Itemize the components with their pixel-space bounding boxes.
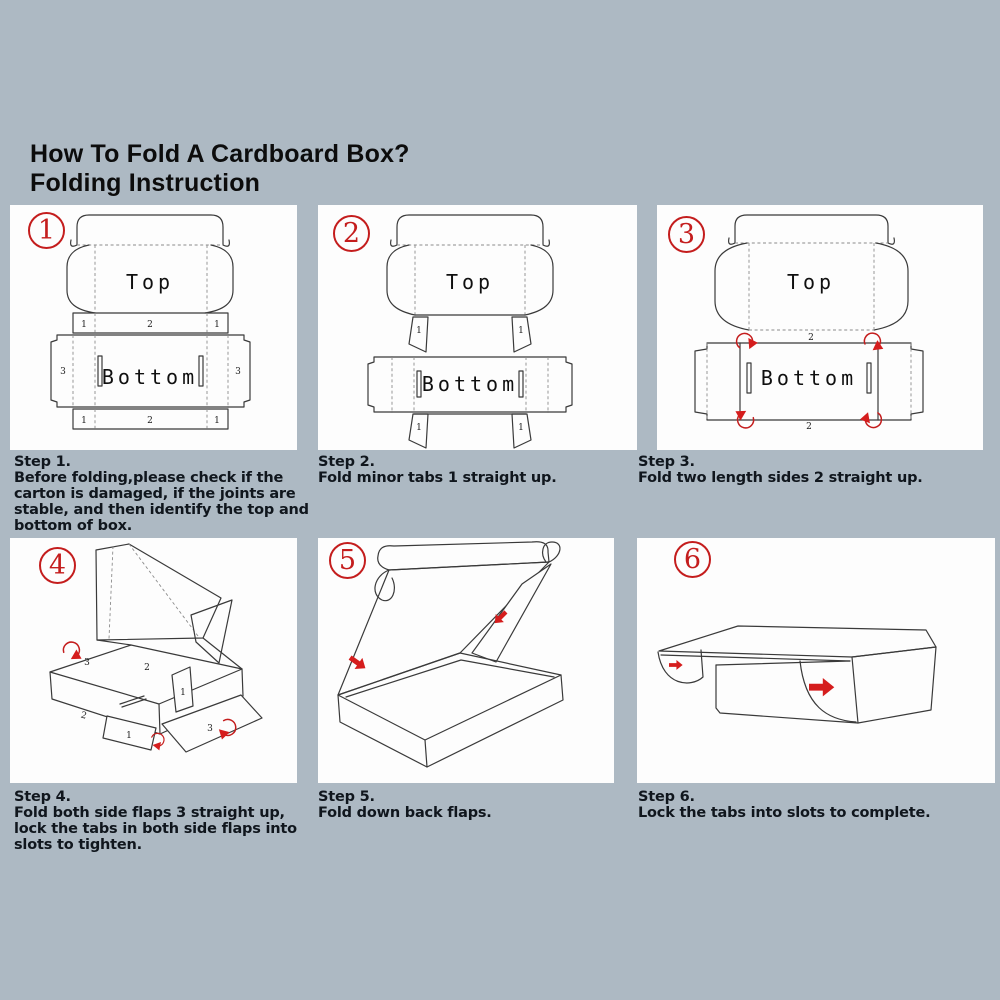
flap3-label: 3 [235, 367, 241, 377]
tab1-label: 1 [180, 688, 186, 698]
step-3-heading: Step 3. [638, 454, 695, 470]
step-5-panel [318, 538, 614, 783]
step-2-panel [318, 205, 637, 450]
tab1-label: 1 [81, 416, 87, 426]
step-4-heading: Step 4. [14, 789, 71, 805]
template-tabs-up [368, 215, 572, 448]
step-5-diagram [318, 538, 614, 783]
step-4-description: Fold both side flaps 3 straight up, lock the tabs in both side flaps into slots to tighten. [14, 805, 297, 853]
bottom-label: Bottom [760, 366, 858, 390]
flap3-label: 3 [207, 724, 213, 734]
step-5-description: Fold down back flaps. [318, 805, 492, 821]
step-3-caption [638, 454, 988, 486]
page-title-line2: Folding Instruction [30, 169, 261, 197]
step-6-heading: Step 6. [638, 789, 695, 805]
step-3-panel [657, 205, 983, 450]
template-sides-folding [695, 215, 923, 432]
top-label: Top [445, 270, 495, 294]
step-4-panel [10, 538, 297, 783]
step-3-diagram [657, 205, 983, 450]
step-1-panel [10, 205, 297, 450]
side2-label: 2 [147, 320, 153, 330]
step-5-caption [318, 789, 628, 821]
step-5-heading: Step 5. [318, 789, 375, 805]
step-1-number-badge: 1 [28, 212, 65, 249]
tab1-label: 1 [518, 423, 524, 433]
step-6-panel [637, 538, 995, 783]
open-box-lid-up [50, 544, 262, 752]
bottom-label: Bottom [101, 365, 199, 389]
closed-box-lock-tabs [658, 626, 936, 723]
tab1-label: 1 [416, 423, 422, 433]
side2-label: 2 [144, 663, 150, 673]
top-label: Top [786, 270, 836, 294]
tab1-label: 1 [214, 416, 220, 426]
tab1-label: 1 [518, 326, 524, 336]
bottom-label: Bottom [421, 372, 519, 396]
step-1-caption [14, 454, 309, 534]
step-2-heading: Step 2. [318, 454, 375, 470]
box-back-flaps-folding [338, 542, 563, 767]
tab1-label: 1 [81, 320, 87, 330]
step-2-description: Fold minor tabs 1 straight up. [318, 470, 557, 486]
step-5-number-badge: 5 [329, 542, 366, 579]
page-title-line1: How To Fold A Cardboard Box? [30, 140, 410, 168]
step-4-caption [14, 789, 309, 853]
step-6-description: Lock the tabs into slots to complete. [638, 805, 931, 821]
top-label: Top [125, 270, 175, 294]
side2-label: 2 [806, 422, 812, 432]
flap3-label: 3 [60, 367, 66, 377]
step-6-caption [638, 789, 988, 821]
step-1-heading: Step 1. [14, 454, 71, 470]
tab1-label: 1 [214, 320, 220, 330]
tab1-label: 1 [416, 326, 422, 336]
step-3-number-badge: 3 [668, 216, 705, 253]
step-1-description: Before folding,please check if the carton is damaged, if the joints are stable, and then identify the top and bottom of box. [14, 470, 309, 534]
step-6-number-badge: 6 [674, 541, 711, 578]
step-2-number-badge: 2 [333, 215, 370, 252]
side2-label: 2 [147, 416, 153, 426]
page-title [30, 140, 410, 198]
side2-label: 2 [79, 710, 88, 722]
flap3-label: 3 [84, 658, 90, 668]
step-3-description: Fold two length sides 2 straight up. [638, 470, 923, 486]
tab1-label: 1 [126, 731, 132, 741]
flat-template [51, 215, 250, 429]
step-2-caption [318, 454, 628, 486]
side2-label: 2 [808, 333, 814, 343]
step-4-number-badge: 4 [39, 547, 76, 584]
